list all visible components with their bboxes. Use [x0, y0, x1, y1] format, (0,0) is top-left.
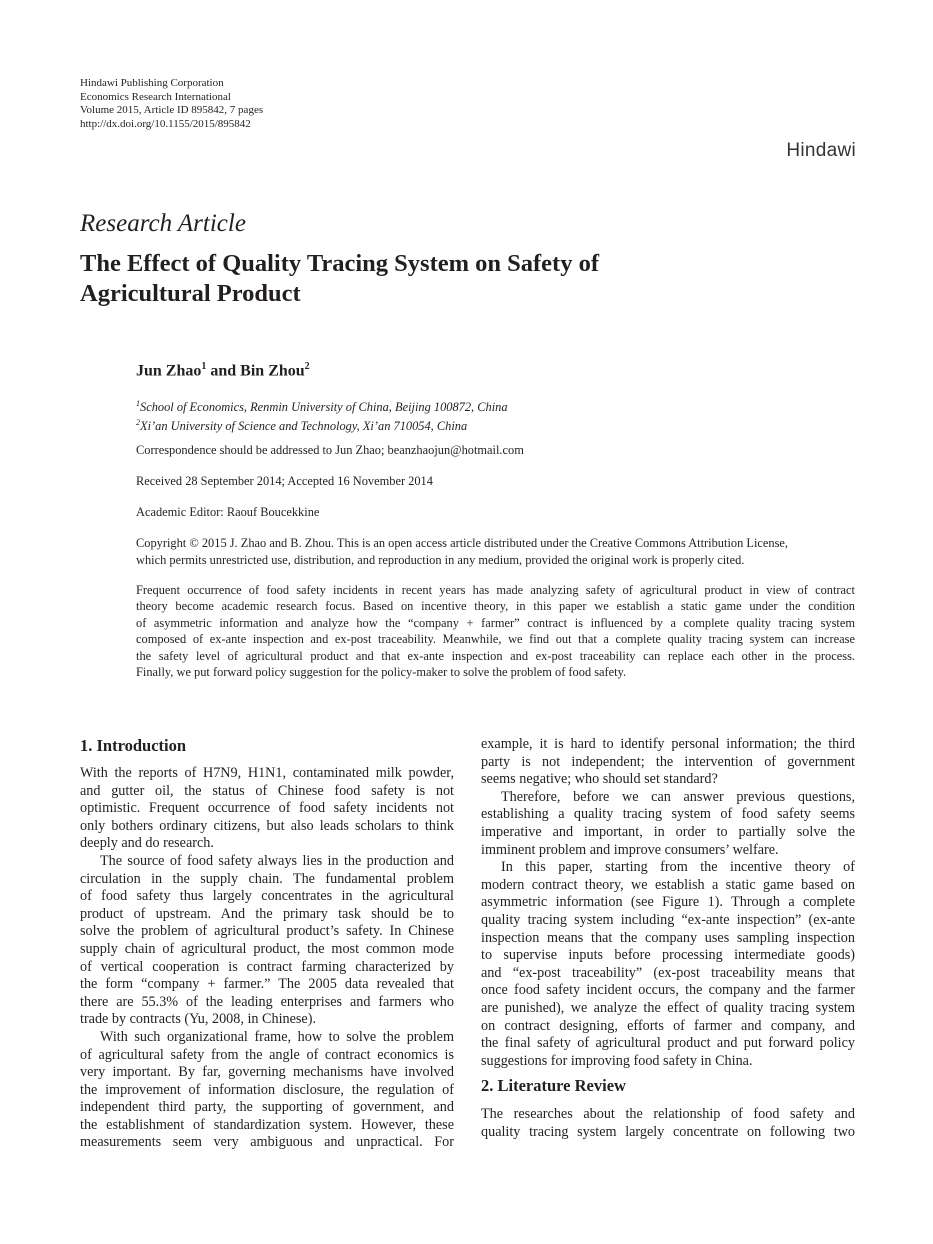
paragraph [481, 736, 855, 789]
text-line: inspection means that the company uses sampling inspection [481, 929, 855, 946]
section-heading: 2. Literature Review [481, 1076, 626, 1096]
text-line: of agricultural safety from the angle of contract economics is [80, 1046, 454, 1063]
text-line: and gutter oil, the status of Chinese food safety is not [80, 782, 454, 799]
text-line: the improvement of information disclosure, the regulation of [80, 1081, 454, 1098]
text-line: and “ex-post traceability” (ex-post traceability means that [481, 964, 855, 981]
volume-info: Volume 2015, Article ID 895842, 7 pages [80, 104, 264, 117]
text-line: seems negative; who should set standard? [481, 771, 718, 788]
author-name: Jun Zhao [136, 362, 202, 380]
text-line: circulation in the supply chain. The fundamental problem [80, 870, 454, 887]
affiliation-mark: 1 [136, 399, 140, 408]
text-line: there are 55.3% of the leading enterprises and farmers who [80, 993, 454, 1010]
text-line: solve the problem of agricultural product’s safety. In Chinese [80, 923, 454, 940]
text-line: product of upstream. And the primary task should be to [80, 905, 454, 922]
text-line: the final safety of agricultural product and put forward policy [481, 1035, 855, 1052]
text-line: once food safety incident occurs, the company and the farmer [481, 982, 855, 999]
text-line: example, it is hard to identify personal information; the third [481, 736, 855, 752]
publisher: Hindawi Publishing Corporation [80, 77, 224, 89]
text-line: very important. By far, governing mechanisms have involved [80, 1064, 454, 1081]
author-name: Bin Zhou [240, 362, 305, 380]
text-line: independent third party, the supporting of government, and [80, 1099, 454, 1116]
affiliation-mark: 2 [304, 361, 310, 372]
text-line: measurements seem very ambiguous and unpractical. For [80, 1134, 454, 1151]
academic-editor: Academic Editor: Raouf Boucekkine [136, 505, 320, 519]
text-line: party is not independent; the intervention of government [481, 753, 855, 770]
text-line: the form “company + farmer.” The 2005 data revealed that [80, 976, 454, 993]
text-line: imminent problem and improve consumers’ welfare. [481, 841, 779, 858]
authors [136, 361, 310, 380]
title-line: The Effect of Quality Tracing System on Safety of [80, 250, 599, 277]
article-type: Research Article [80, 210, 246, 237]
dates: Received 28 September 2014; Accepted 16 November 2014 [136, 474, 433, 488]
affiliations [136, 396, 856, 434]
abstract-line: theory become academic research focus. Based on incentive theory, in this paper we establish a static game under the condition [136, 599, 855, 614]
journal-header [80, 77, 263, 131]
text-line: suggestions for improving food safety in China. [481, 1052, 753, 1069]
text-line: imperative and important, in order to partially solve the [481, 823, 855, 840]
affiliation-text: School of Economics, Renmin University of China, Beijing 100872, China [140, 400, 508, 415]
text-line: are punished), we analyze the effect of quality tracing system [481, 999, 855, 1016]
paragraph [481, 1106, 855, 1141]
text-line: asymmetric information (see Figure 1). Through a complete [481, 894, 855, 911]
right-column [481, 736, 855, 1141]
affiliation-mark: 2 [136, 418, 140, 428]
copyright-line: Copyright © 2015 J. Zhao and B. Zhou. This is an open access article distributed under the Creative Commons Attribution License, [136, 536, 789, 550]
text-line: modern contract theory, we establish a static game based on [481, 876, 855, 893]
text-line: In this paper, starting from the incentive theory of [501, 859, 855, 876]
text-line: to supervise inputs before processing intermediate goods) [481, 947, 855, 964]
paragraph [80, 765, 454, 853]
correspondence: Correspondence should be addressed to Jun Zhao; beanzhaojun@hotmail.com [136, 443, 524, 457]
title-line: Agricultural Product [80, 280, 301, 307]
text-line: quality tracing system including “ex-ante inspection” (ex-ante [481, 911, 855, 928]
hindawi-logo: Hindawi [786, 140, 856, 161]
text-line: on contract designing, efforts of farmer and company, and [481, 1017, 855, 1034]
journal-name: Economics Research International [80, 90, 231, 103]
abstract-line: Finally, we put forward policy suggestion for the policy-maker to solve the problem of food safety. [136, 665, 627, 680]
text-line: of vertical cooperation is contract farming characterized by [80, 958, 454, 975]
affiliation-mark: 1 [201, 361, 207, 372]
abstract-line: composed of ex-ante inspection and ex-post traceability. Meanwhile, we find out that a complete quality tracing system can increase [136, 632, 855, 647]
text-line: the establishment of standardization system. However, these [80, 1116, 454, 1133]
paragraph [80, 853, 454, 1029]
text-line: Therefore, before we can answer previous questions, [501, 788, 855, 805]
affiliation [136, 415, 856, 434]
affiliation [136, 396, 856, 415]
article-title [80, 249, 720, 309]
affiliation-text: Xi’an University of Science and Technology, Xi’an 710054, China [140, 419, 468, 434]
text-line: establishing a quality tracing system of food safety seems [481, 806, 855, 823]
author-separator: and [206, 362, 241, 380]
abstract-line: Frequent occurrence of food safety incidents in recent years has made analyzing safety of agricultural product in view of contract [136, 583, 855, 597]
paragraph [481, 859, 855, 1070]
paragraph [481, 789, 855, 859]
text-line: trade by contracts (Yu, 2008, in Chinese). [80, 1011, 317, 1028]
left-column [80, 736, 454, 1152]
text-line: The source of food safety always lies in the production and [100, 852, 454, 869]
doi-link[interactable]: http://dx.doi.org/10.1155/2015/895842 [80, 117, 251, 130]
text-line: of food safety thus largely concentrates in the agricultural [80, 888, 454, 905]
copyright-line: which permits unrestricted use, distribution, and reproduction in any medium, provided the original work is properly cited. [136, 552, 745, 567]
abstract-line: of asymmetric information and analyze how the “company + farmer” contract is influenced by a complete quality tracing system [136, 615, 855, 630]
text-line: supply chain of agricultural product, the most common mode [80, 940, 454, 957]
abstract-line: the safety level of agricultural product and that ex-ante inspection and ex-post traceability can replace each other in the process. [136, 648, 855, 663]
text-line: deeply and do research. [80, 835, 214, 852]
section-heading: 1. Introduction [80, 736, 187, 755]
text-line: With the reports of H7N9, H1N1, contaminated milk powder, [80, 765, 454, 781]
text-line: With such organizational frame, how to solve the problem [100, 1028, 454, 1045]
text-line: optimistic. Frequent occurrence of food safety incidents not [80, 800, 454, 817]
abstract [136, 582, 855, 680]
copyright [136, 535, 856, 568]
text-line: quality tracing system largely concentrate on following two [481, 1123, 855, 1140]
text-line: only bothers ordinary citizens, but also leads scholars to think [80, 817, 454, 834]
text-line: The researches about the relationship of food safety and [481, 1106, 855, 1123]
paragraph [80, 1029, 454, 1152]
